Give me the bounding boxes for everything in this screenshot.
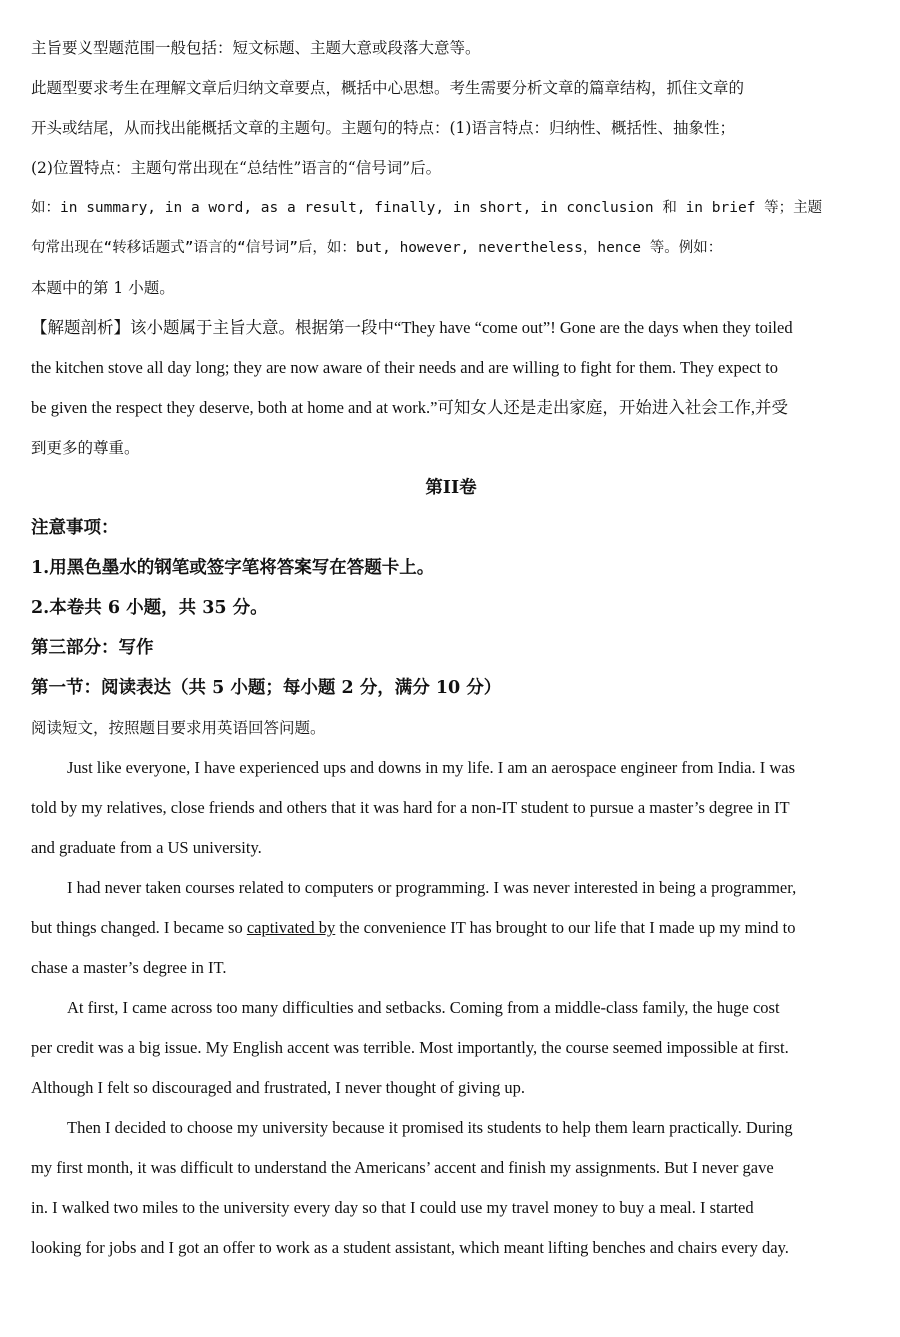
analysis-line-7: 本题中的第 1 小题。 xyxy=(31,279,175,297)
passage-line: in. I walked two miles to the university every day so that I could use my travel money to buy a meal. I started xyxy=(31,1198,754,1217)
analysis-line-4: (2)位置特点：主题句常出现在“总结性”语言的“信号词”后。 xyxy=(31,159,442,177)
passage-text: but things changed. I became so xyxy=(31,918,247,937)
analysis-line-6: 句常出现在“转移话题式”语言的“信号词”后，如：but, however, nevertheless，hence 等。例如： xyxy=(31,240,723,256)
passage-line: Then I decided to choose my university because it promised its students to help them learn practically. During xyxy=(67,1118,793,1137)
part-heading: 第三部分：写作 xyxy=(31,638,154,658)
passage-text: the convenience IT has brought to our life that I made up my mind to xyxy=(335,918,796,937)
passage-line: and graduate from a US university. xyxy=(31,838,262,857)
passage-line: looking for jobs and I got an offer to work as a student assistant, which meant lifting benches and chairs every day. xyxy=(31,1238,789,1257)
passage-line: Although I felt so discouraged and frustrated, I never thought of giving up. xyxy=(31,1078,525,1097)
notice-heading: 注意事项： xyxy=(31,518,119,538)
passage-line: my first month, it was difficult to understand the Americans’ accent and finish my assignments. But I never gave xyxy=(31,1158,774,1177)
section-title: 第II卷 xyxy=(425,478,477,498)
instruction-text: 阅读短文，按照题目要求用英语回答问题。 xyxy=(31,719,326,737)
analysis-line-8: 【解题剖析】该小题属于主旨大意。根据第一段中“They have “come out”! Gone are the days when they toiled xyxy=(31,318,793,337)
subsection-heading: 第一节：阅读表达（共 5 小题；每小题 2 分，满分 10 分） xyxy=(31,678,502,698)
analysis-line-10: be given the respect they deserve, both at home and at work.”可知女人还是走出家庭，开始进入社会工作,并受 xyxy=(31,398,789,417)
analysis-line-5: 如：in summary, in a word, as a result, finally, in short, in conclusion 和 in brief 等；主题 xyxy=(31,200,823,216)
analysis-line-2: 此题型要求考生在理解文章后归纳文章要点，概括中心思想。考生需要分析文章的篇章结构，抓住文章的 xyxy=(31,79,745,97)
analysis-line-1: 主旨要义型题范围一般包括：短文标题、主题大意或段落大意等。 xyxy=(31,39,481,57)
passage-line xyxy=(31,908,871,948)
passage-line: I had never taken courses related to computers or programming. I was never interested in being a programmer, xyxy=(67,878,797,897)
notice-item-1: 1.用黑色墨水的钢笔或签字笔将答案写在答题卡上。 xyxy=(31,558,435,578)
analysis-line-11: 到更多的尊重。 xyxy=(31,439,140,457)
passage-line: Just like everyone, I have experienced ups and downs in my life. I am an aerospace engineer from India. I was xyxy=(67,758,796,777)
passage-line: At first, I came across too many difficulties and setbacks. Coming from a middle-class family, the huge cost xyxy=(67,998,780,1017)
notice-item-2: 2.本卷共 6 小题，共 35 分。 xyxy=(31,598,268,618)
passage-line: chase a master’s degree in IT. xyxy=(31,958,227,977)
underlined-phrase: captivated by xyxy=(246,918,336,937)
passage-line: per credit was a big issue. My English accent was terrible. Most importantly, the course seemed impossible at first. xyxy=(31,1038,789,1057)
analysis-line-3: 开头或结尾，从而找出能概括文章的主题句。主题句的特点：(1)语言特点：归纳性、概括性、抽象性； xyxy=(31,119,735,137)
analysis-line-9: the kitchen stove all day long; they are now aware of their needs and are willing to fight for them. They expect to xyxy=(31,358,778,377)
document-page xyxy=(31,28,871,1268)
passage-line: told by my relatives, close friends and others that it was hard for a non-IT student to pursue a master’s degree in IT xyxy=(31,798,790,817)
